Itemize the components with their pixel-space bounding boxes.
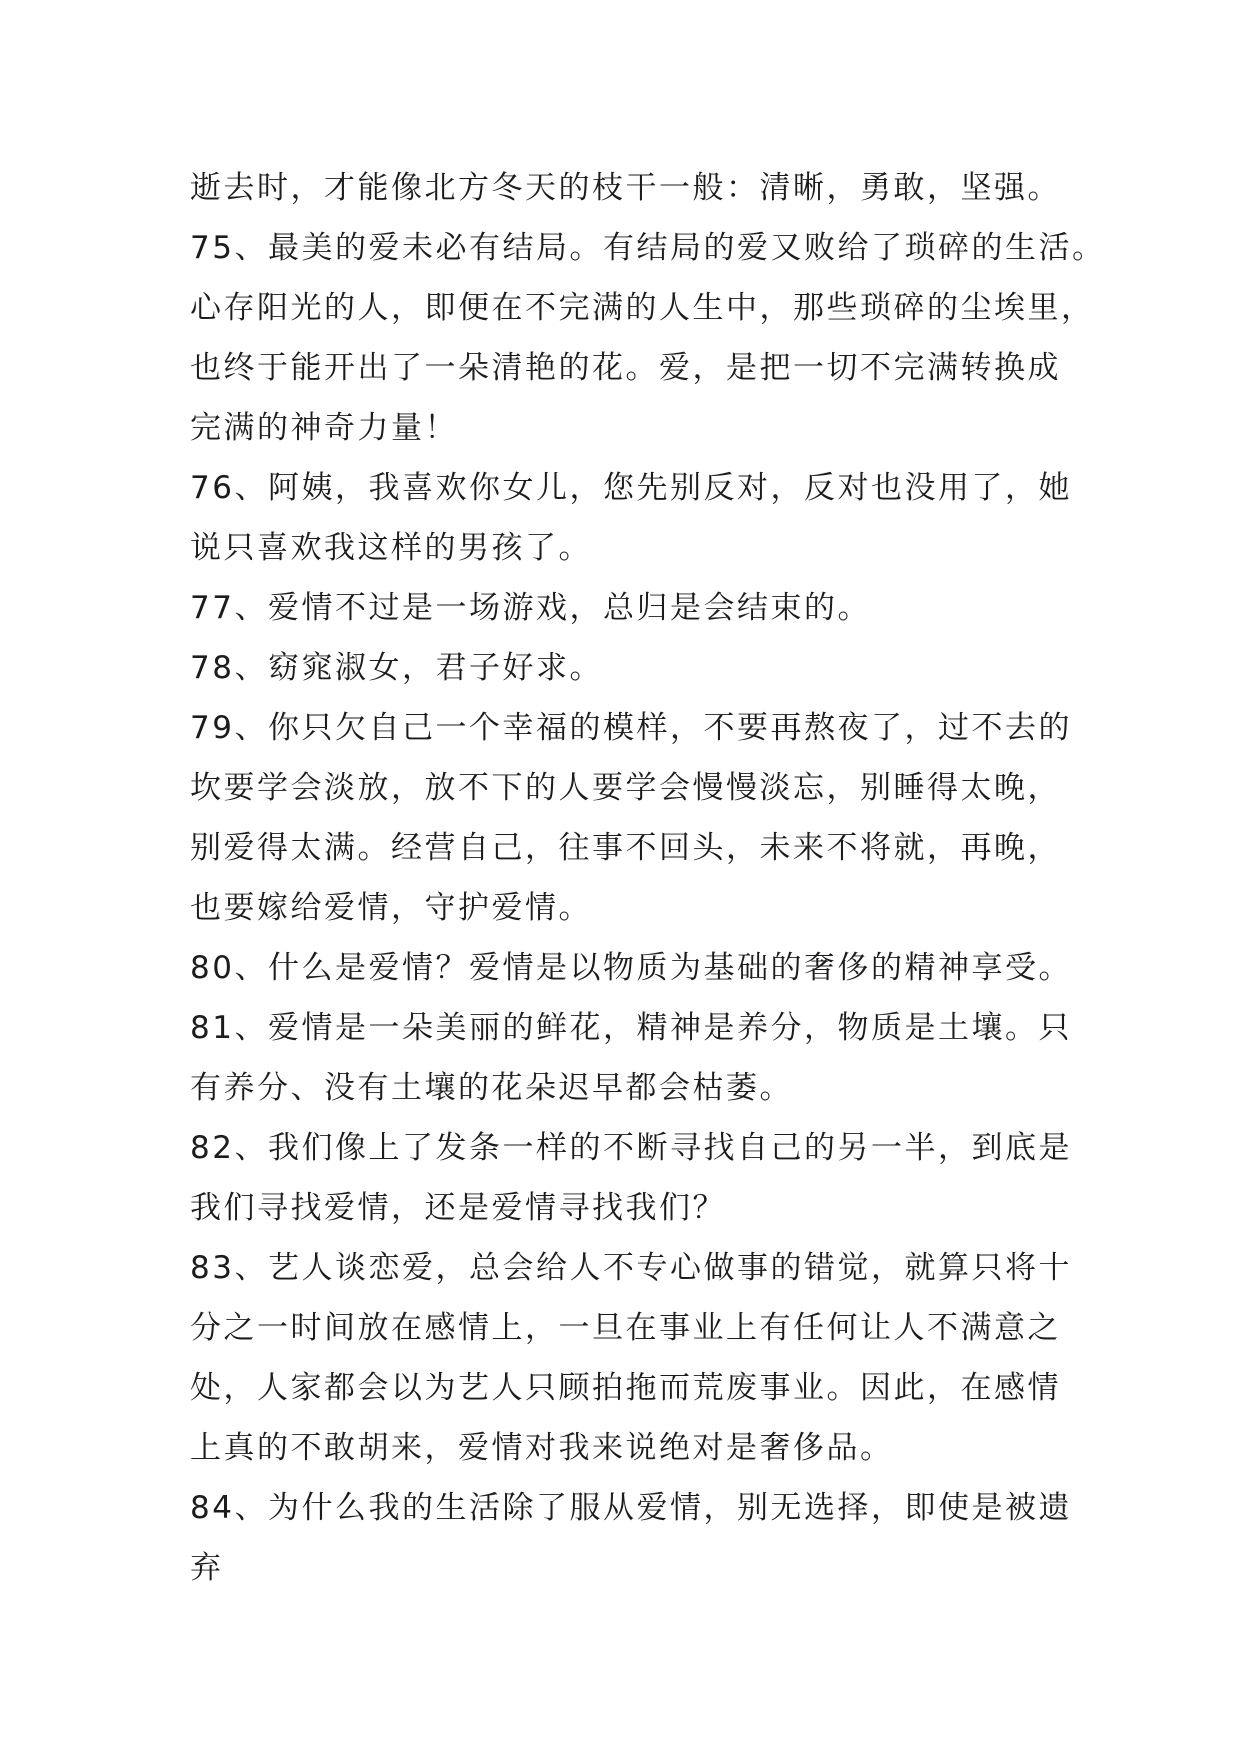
text-line: 82、我们像上了发条一样的不断寻找自己的另一半，到底是: [190, 1130, 1072, 1166]
text-line: 84、为什么我的生活除了服从爱情，别无选择，即使是被遗: [190, 1490, 1072, 1526]
text-line: 处，人家都会以为艺人只顾拍拖而荒废事业。因此，在感情: [190, 1370, 1061, 1406]
text-line: 分之一时间放在感情上，一旦在事业上有任何让人不满意之: [190, 1310, 1061, 1346]
text-line: 逝去时，才能像北方冬天的枝干一般：清晰，勇敢，坚强。: [190, 170, 1061, 206]
text-line: 说只喜欢我这样的男孩了。: [190, 530, 592, 566]
text-line: 也终于能开出了一朵清艳的花。爱，是把一切不完满转换成: [190, 350, 1061, 386]
text-line: 上真的不敢胡来，爱情对我来说绝对是奢侈品。: [190, 1430, 894, 1466]
text-line: 坎要学会淡放，放不下的人要学会慢慢淡忘，别睡得太晚，: [190, 770, 1061, 806]
text-line: 别爱得太满。经营自己，往事不回头，未来不将就，再晚，: [190, 830, 1061, 866]
text-body: [190, 158, 1106, 1598]
text-line: 78、窈窕淑女，君子好求。: [190, 650, 603, 686]
text-line: 76、阿姨，我喜欢你女儿，您先别反对，反对也没用了，她: [190, 470, 1072, 506]
text-line: 完满的神奇力量！: [190, 410, 458, 446]
text-line: 75、最美的爱未必有结局。有结局的爱又败给了琐碎的生活。: [190, 230, 1106, 266]
text-line: 有养分、没有土壤的花朵迟早都会枯萎。: [190, 1070, 793, 1106]
text-line: 我们寻找爱情，还是爱情寻找我们？: [190, 1190, 726, 1226]
text-line: 81、爱情是一朵美丽的鲜花，精神是养分，物质是土壤。只: [190, 1010, 1072, 1046]
text-line: 79、你只欠自己一个幸福的模样，不要再熬夜了，过不去的: [190, 710, 1072, 746]
text-line: 心存阳光的人，即便在不完满的人生中，那些琐碎的尘埃里，: [190, 290, 1095, 326]
text-line: 弃: [190, 1550, 224, 1586]
text-line: 83、艺人谈恋爱，总会给人不专心做事的错觉，就算只将十: [190, 1250, 1072, 1286]
text-line: 77、爱情不过是一场游戏，总归是会结束的。: [190, 590, 871, 626]
text-line: 80、什么是爱情？爱情是以物质为基础的奢侈的精神享受。: [190, 950, 1072, 986]
text-line: 也要嫁给爱情，守护爱情。: [190, 890, 592, 926]
